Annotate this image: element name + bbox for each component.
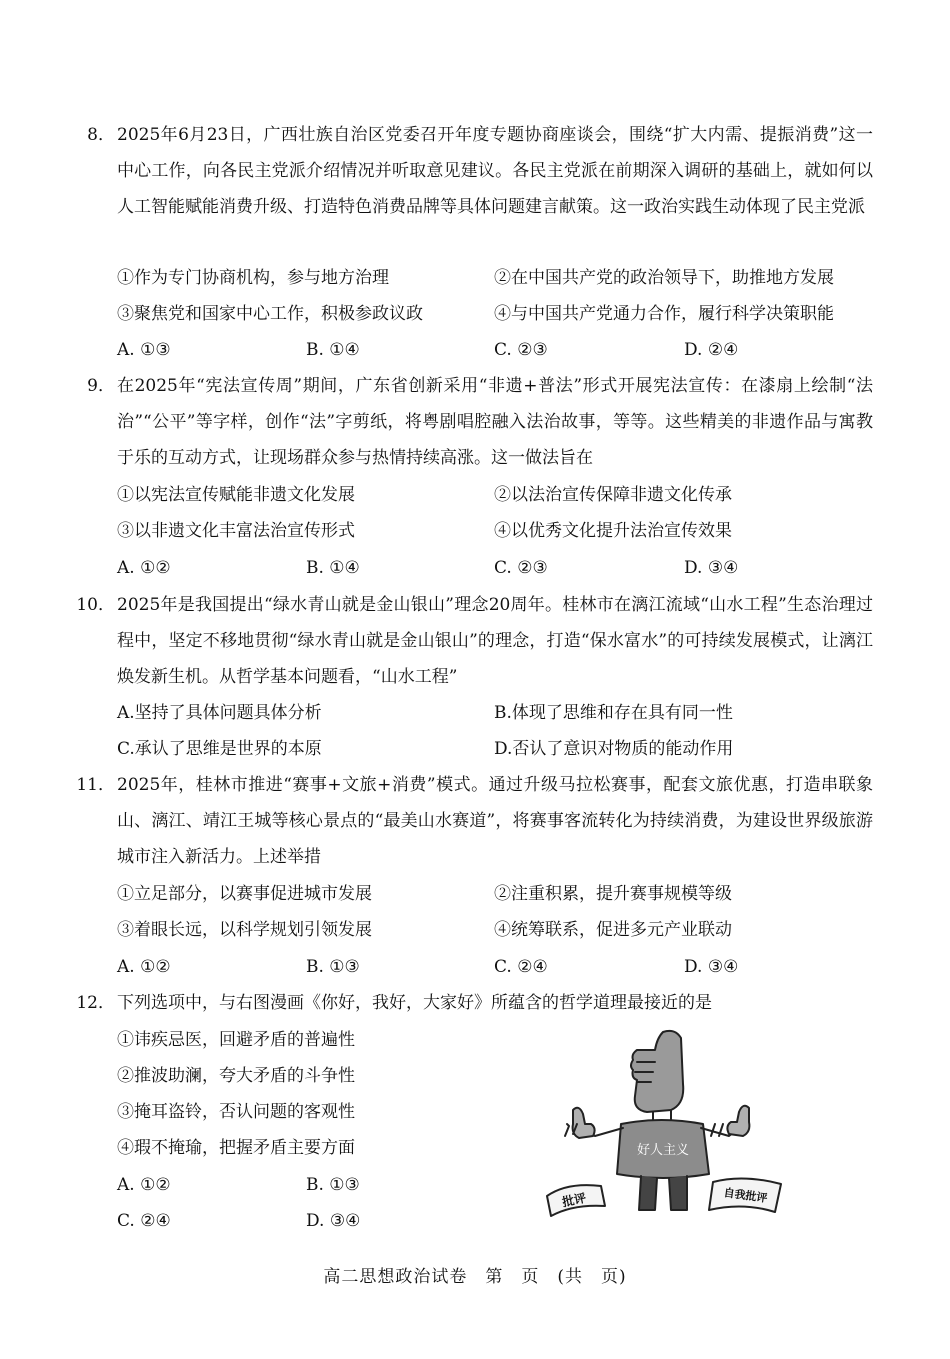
- q12-answer-d: D. ③④: [306, 1211, 361, 1231]
- question-text: 2025年是我国提出“绿水青山就是金山银山”理念20周年。桂林市在漓江流域“山水工程”生态治理过程中，坚定不移地贯彻“绿水青山就是金山银山”的理念，打造“保水富水”的可持续发展模式，让漓江焕发新生机。从哲学基本问题看，“山水工程”: [117, 595, 873, 687]
- q11-answer-b: B. ①③: [306, 957, 360, 977]
- q12-option-3: ③掩耳盗铃，否认问题的客观性: [117, 1102, 355, 1122]
- q8-option-1: ①作为专门协商机构，参与地方治理: [117, 268, 389, 288]
- q8-answer-c: C. ②③: [494, 340, 548, 360]
- q12-option-4: ④瑕不掩瑜，把握矛盾主要方面: [117, 1138, 355, 1158]
- q9-option-4: ④以优秀文化提升法治宣传效果: [494, 521, 732, 541]
- q9-answer-d: D. ③④: [684, 558, 739, 578]
- q8-option-3: ③聚焦党和国家中心工作，积极参政议政: [117, 304, 423, 324]
- q11-answer-a: A. ①②: [117, 957, 171, 977]
- question-number: 9．: [87, 376, 115, 396]
- q10-answer-a: A.坚持了具体问题具体分析: [117, 703, 322, 723]
- q9-answer-c: C. ②③: [494, 558, 548, 578]
- page-footer: 高二思想政治试卷 第 页 (共 页): [323, 1267, 627, 1287]
- q9-answer-a: A. ①②: [117, 558, 171, 578]
- q9-option-1: ①以宪法宣传赋能非遗文化发展: [117, 485, 355, 505]
- q9-option-3: ③以非遗文化丰富法治宣传形式: [117, 521, 355, 541]
- q12-answer-a: A. ①②: [117, 1175, 171, 1195]
- q8-answer-a: A. ①③: [117, 340, 171, 360]
- question-text: 2025年，桂林市推进“赛事+文旅+消费”模式。通过升级马拉松赛事，配套文旅优惠，打造串联象山、漓江、靖江王城等核心景点的“最美山水赛道”，将赛事客流转化为持续消费，为建设世界级旅游城市注入新活力。上述举措: [117, 775, 873, 867]
- q12-answer-c: C. ②④: [117, 1211, 171, 1231]
- cartoon-paper-left-text: 批评: [560, 1190, 588, 1210]
- q11-option-2: ②注重积累，提升赛事规模等级: [494, 884, 732, 904]
- question-11-stem: [76, 767, 873, 875]
- cartoon-illustration: [543, 1024, 788, 1220]
- q8-option-2: ②在中国共产党的政治领导下，助推地方发展: [494, 268, 834, 288]
- q12-option-2: ②推波助澜，夸大矛盾的斗争性: [117, 1066, 355, 1086]
- q9-answer-b: B. ①④: [306, 558, 360, 578]
- question-text: 下列选项中，与右图漫画《你好，我好，大家好》所蕴含的哲学道理最接近的是: [117, 993, 712, 1013]
- q10-answer-b: B.体现了思维和存在具有同一性: [494, 703, 733, 723]
- question-number: 12．: [76, 993, 115, 1013]
- question-text: 在2025年“宪法宣传周”期间，广东省创新采用“非遗+普法”形式开展宪法宣传：在漆扇上绘制“法治”“公平”等字样，创作“法”字剪纸，将粤剧唱腔融入法治故事，等等。这些精美的非遗作品与寓教于乐的互动方式，让现场群众参与热情持续高涨。这一做法旨在: [117, 376, 873, 468]
- q11-option-4: ④统筹联系，促进多元产业联动: [494, 920, 732, 940]
- q9-option-2: ②以法治宣传保障非遗文化传承: [494, 485, 732, 505]
- question-12-stem: [76, 985, 873, 1021]
- question-number: 8．: [87, 125, 115, 145]
- q11-answer-c: C. ②④: [494, 957, 548, 977]
- question-8-stem: [87, 117, 873, 225]
- q10-answer-d: D.否认了意识对物质的能动作用: [494, 739, 734, 759]
- q12-answer-b: B. ①③: [306, 1175, 360, 1195]
- question-text: 2025年6月23日，广西壮族自治区党委召开年度专题协商座谈会，围绕“扩大内需、提振消费”这一中心工作，向各民主党派介绍情况并听取意见建议。各民主党派在前期深入调研的基础上，就如何以人工智能赋能消费升级、打造特色消费品牌等具体问题建言献策。这一政治实践生动体现了民主党派: [117, 125, 873, 217]
- question-9-stem: [87, 368, 873, 476]
- q12-option-1: ①讳疾忌医，回避矛盾的普遍性: [117, 1030, 355, 1050]
- cartoon-shirt-text: 好人主义: [636, 1143, 690, 1158]
- question-10-stem: [76, 587, 873, 695]
- question-number: 10．: [76, 595, 115, 615]
- q11-option-1: ①立足部分，以赛事促进城市发展: [117, 884, 372, 904]
- q8-option-4: ④与中国共产党通力合作，履行科学决策职能: [494, 304, 834, 324]
- q10-answer-c: C.承认了思维是世界的本原: [117, 739, 322, 759]
- q11-option-3: ③着眼长远，以科学规划引领发展: [117, 920, 372, 940]
- question-number: 11．: [76, 775, 115, 795]
- q11-answer-d: D. ③④: [684, 957, 739, 977]
- cartoon-paper-right-text: 自我批评: [722, 1186, 769, 1206]
- q8-answer-b: B. ①④: [306, 340, 360, 360]
- q8-answer-d: D. ②④: [684, 340, 739, 360]
